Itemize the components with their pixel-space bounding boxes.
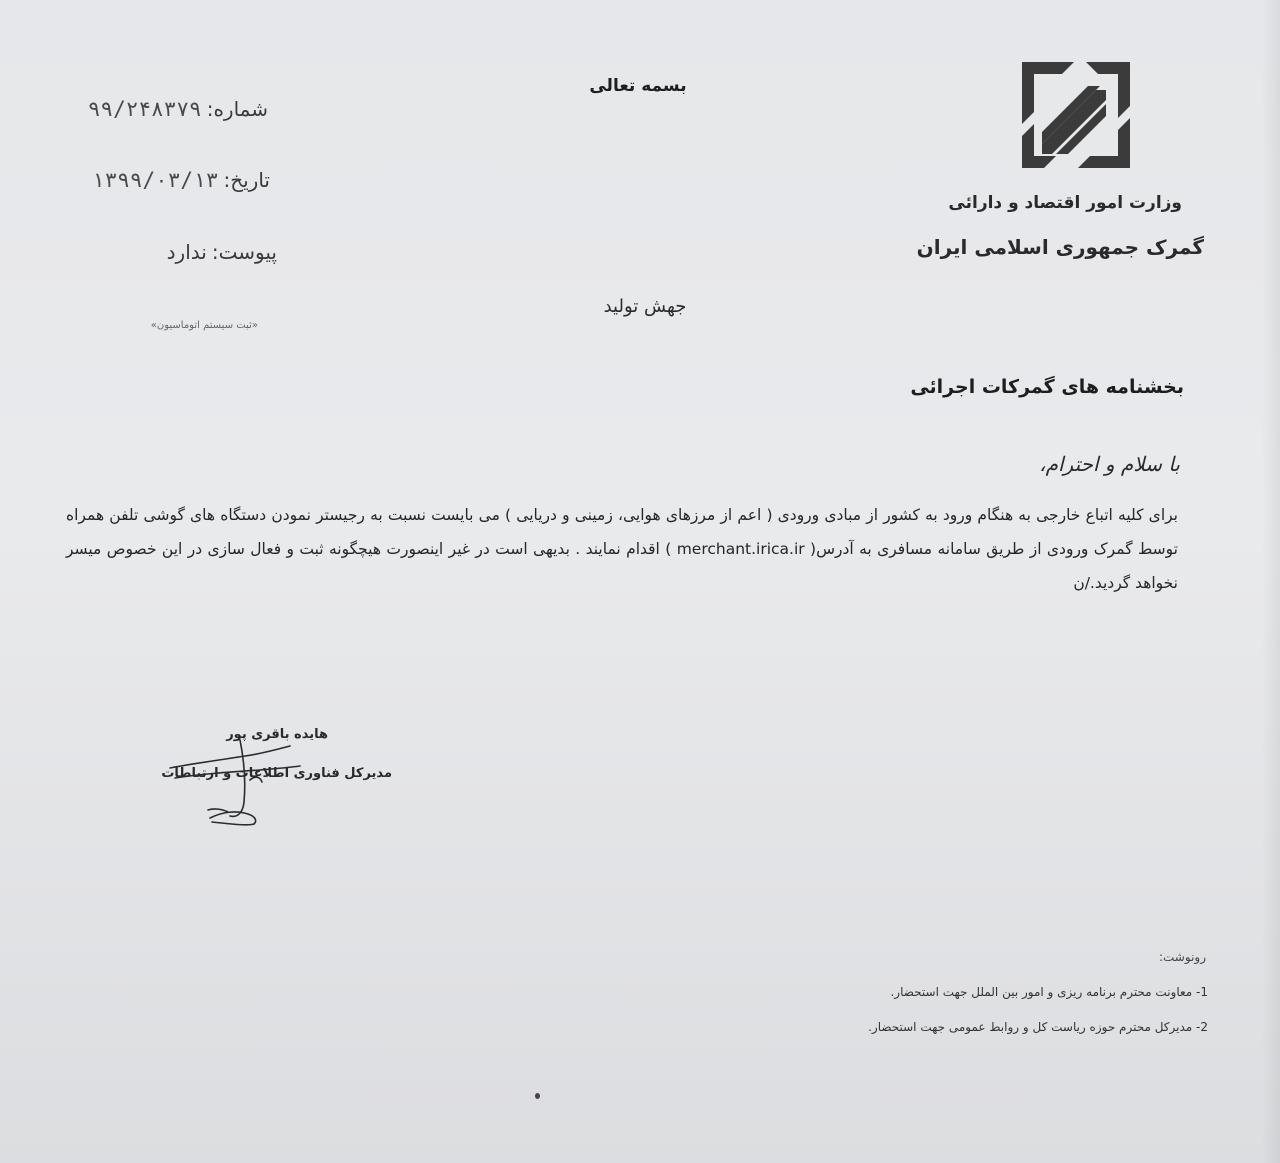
salutation: با سلام و احترام، (1039, 452, 1180, 476)
letter-body: برای کلیه اتباع خارجی به هنگام ورود به کشور از مبادی ورودی ( اعم از مرزهای هوایی، زمینی و دریایی ) می بایست نسبت به رجیستر نمودن دستگاه های گوشی تلفن همراه توسط گمرک ورودی از طریق سامانه مسافری به آدرس( merchant.irica.ir ) اقدام نمایند . بدیهی است در غیر اینصورت هیچگونه ثبت و فعال سازی در این خصوص میسر نخواهد گردید./ن (66, 506, 1178, 592)
customs-name: گمرک جمهوری اسلامی ایران (916, 235, 1204, 259)
ministry-name: وزارت امور اقتصاد و دارائی (948, 193, 1182, 213)
recipient-line: جهش تولید (603, 296, 687, 317)
automation-note: «ثبت سیستم اتوماسیون» (150, 320, 258, 331)
attachment-label: پیوست: (211, 240, 277, 264)
customs-emblem-icon (1012, 52, 1140, 176)
attachment-row (167, 240, 277, 264)
attachment-value: ندارد (166, 240, 207, 264)
ink-dot (535, 1093, 540, 1099)
signer-title: مدیرکل فناوری اطلاعات و ارتباطات (161, 766, 392, 781)
cc-item: 1- معاونت محترم برنامه ریزی و امور بین الملل جهت استحضار. (890, 985, 1208, 999)
date-value: ۱۳۹۹/۰۳/۱۳ (91, 168, 219, 192)
date-label: تاریخ: (223, 168, 270, 192)
letter-date-row (92, 168, 270, 192)
invocation-heading: بسمه تعالی (589, 76, 687, 96)
number-value: ۹۹/۲۴۸۳۷۹ (87, 97, 202, 121)
signer-name: هایده باقری پور (226, 727, 328, 742)
letter-number-row (88, 97, 268, 121)
circular-title: بخشنامه های گمرکات اجرائی (910, 376, 1184, 398)
number-label: شماره: (206, 97, 268, 121)
cc-heading: رونوشت: (1158, 950, 1206, 964)
cc-item: 2- مدیرکل محترم حوزه ریاست کل و روابط عمومی جهت استحضار. (868, 1020, 1208, 1034)
